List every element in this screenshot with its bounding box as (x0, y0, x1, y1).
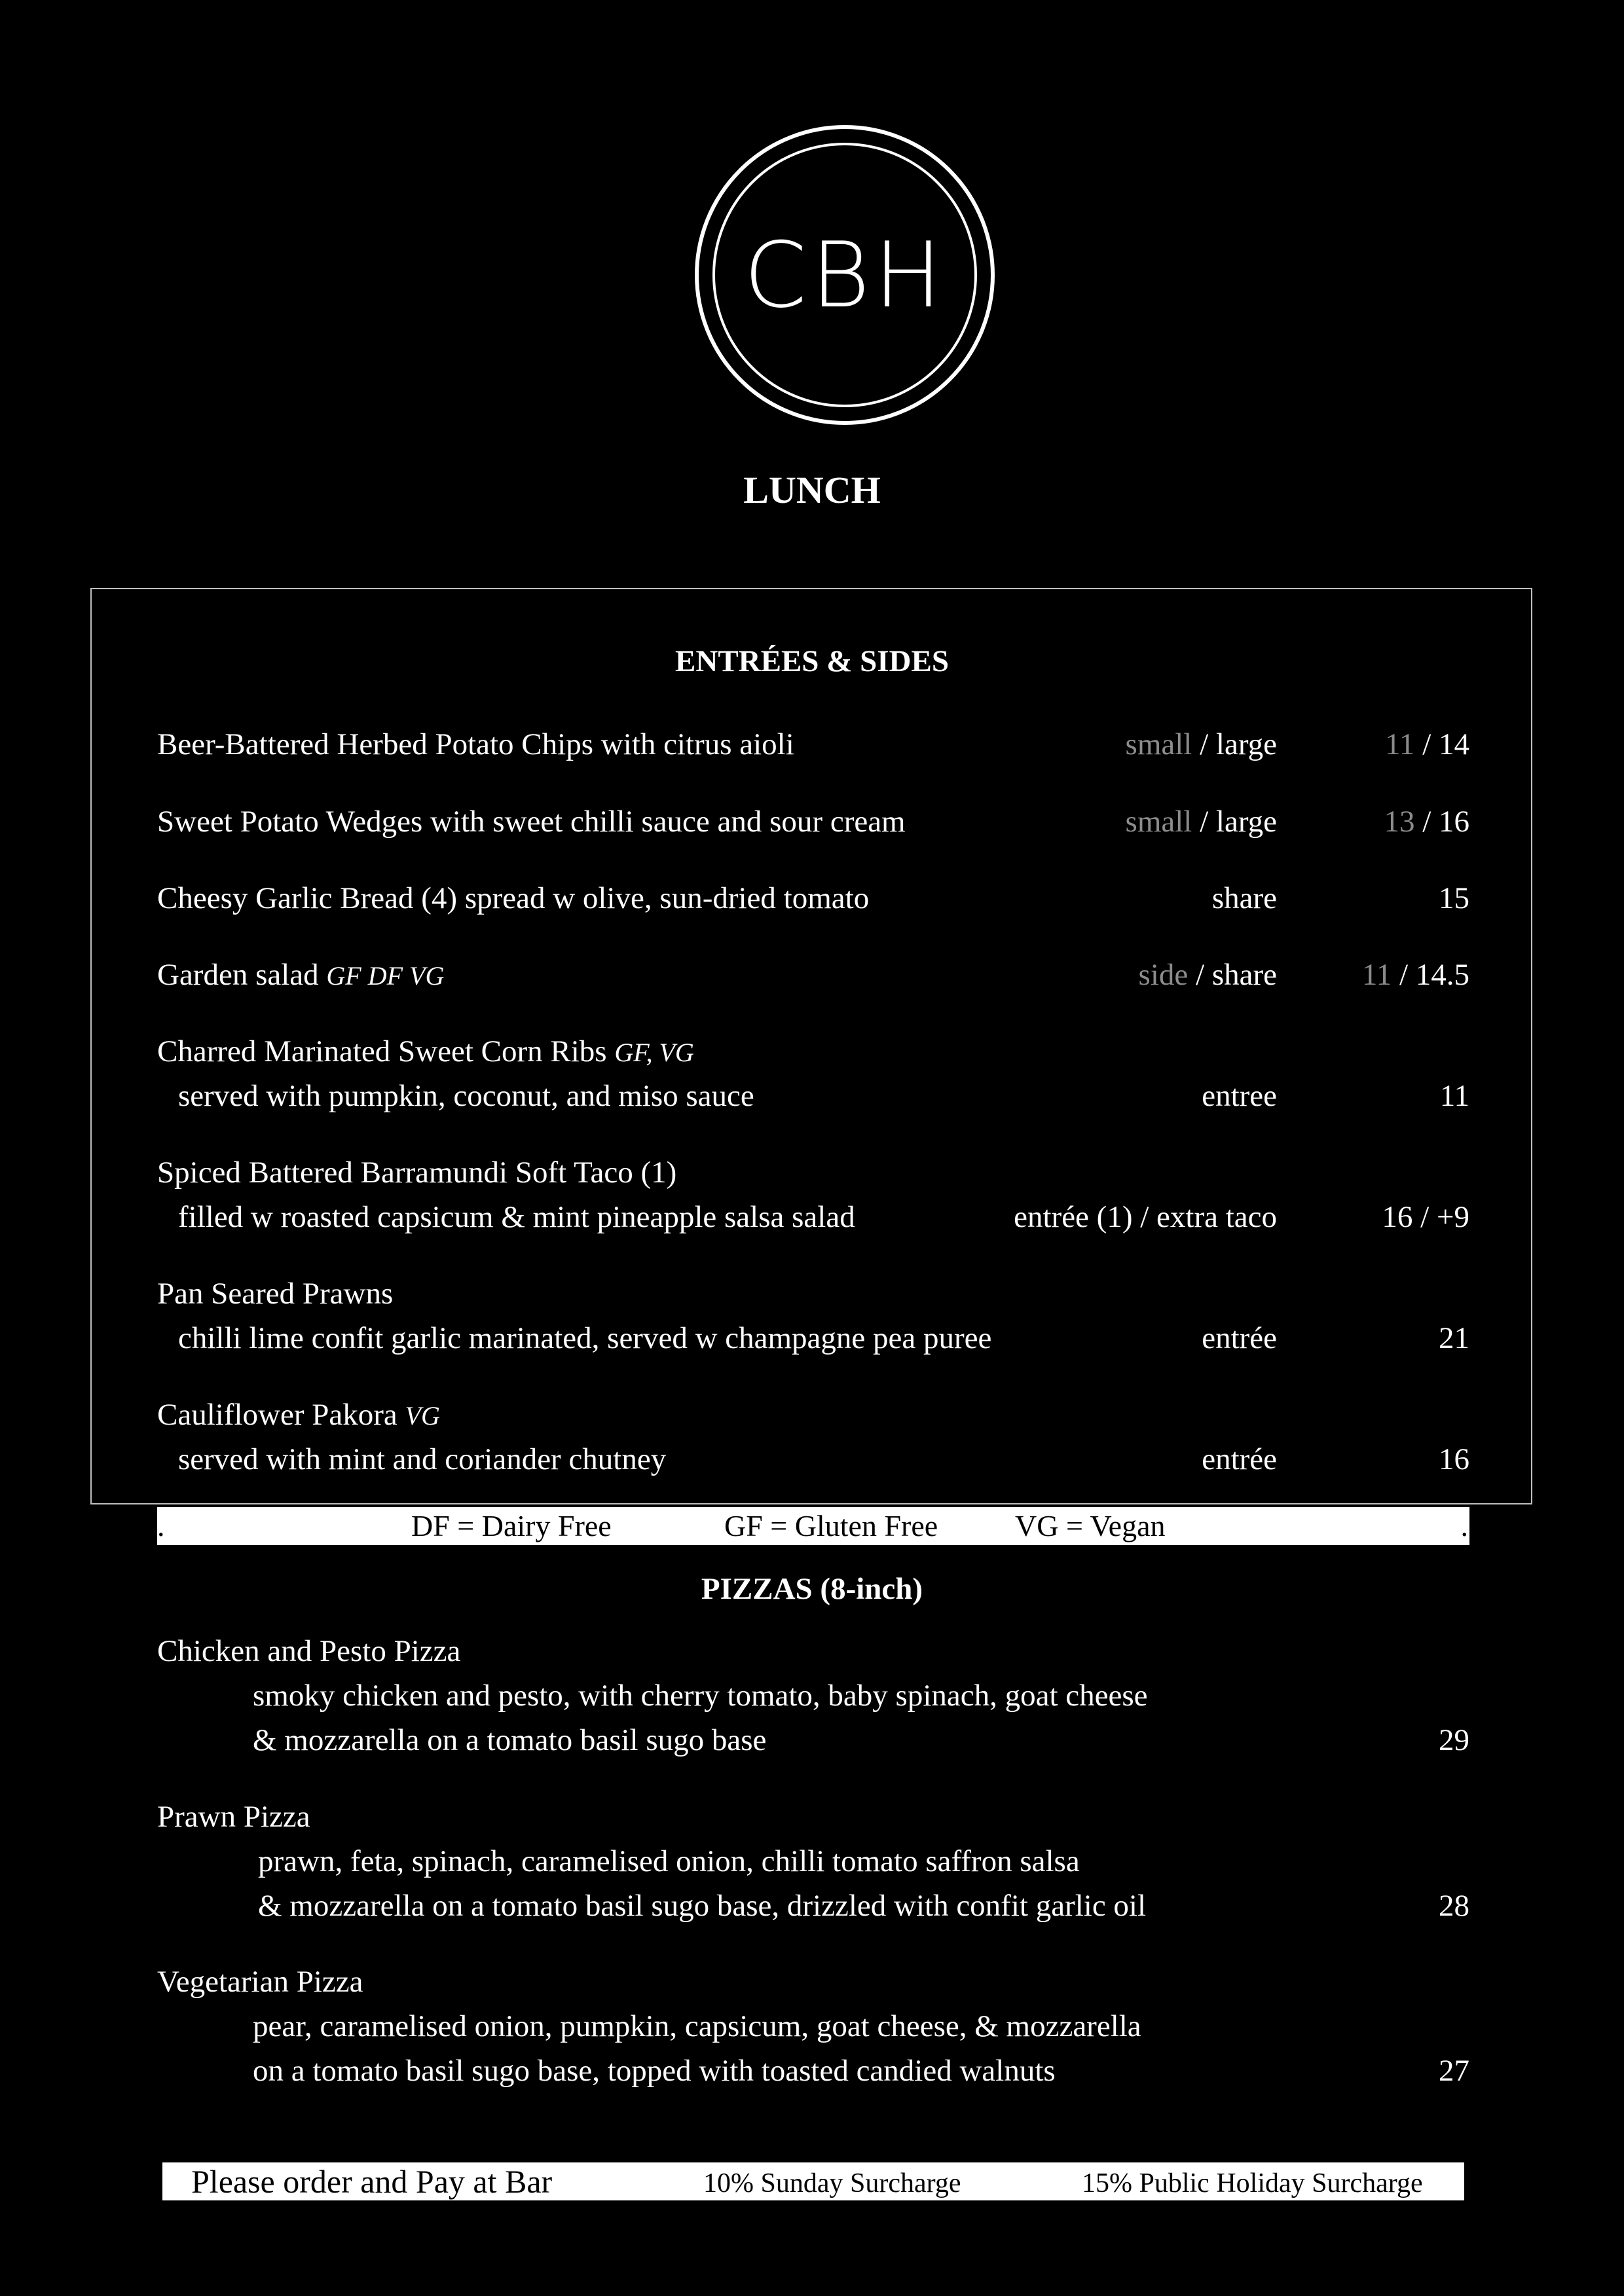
item-name: Sweet Potato Wedges with sweet chilli sauce and sour cream (157, 805, 906, 839)
item-size: share (1211, 881, 1277, 915)
item-price: 21 (1439, 1321, 1469, 1355)
pizza-description: & mozzarella on a tomato basil sugo base (253, 1723, 767, 1757)
legend-gf: GF = Gluten Free (724, 1509, 938, 1542)
item-name: Cheesy Garlic Bread (4) spread w olive, sun-dried tomato (157, 881, 870, 915)
holiday-surcharge-note: 15% Public Holiday Surcharge (1082, 2168, 1423, 2198)
pizza-description: smoky chicken and pesto, with cherry tomato, baby spinach, goat cheese (253, 1679, 1148, 1713)
item-description: served with pumpkin, coconut, and miso sauce (178, 1079, 754, 1113)
logo-text: CBH (743, 223, 946, 328)
item-name: Spiced Battered Barramundi Soft Taco (1) (157, 1156, 677, 1190)
item-description: chilli lime confit garlic marinated, served w champagne pea puree (178, 1321, 992, 1355)
legend-dot-right: . (1460, 1509, 1468, 1542)
dietary-legend (157, 1507, 1469, 1545)
item-description: served with mint and coriander chutney (178, 1442, 667, 1476)
item-size: small / large (1125, 805, 1277, 839)
item-price: 16 / +9 (1382, 1200, 1469, 1234)
item-description: filled w roasted capsicum & mint pineapple salsa salad (178, 1200, 855, 1234)
pizzas-heading: PIZZAS (8-inch) (701, 1572, 923, 1606)
cbh-logo (694, 124, 995, 426)
pizza-description: prawn, feta, spinach, caramelised onion, chilli tomato saffron salsa (258, 1844, 1080, 1878)
item-size: side / share (1138, 958, 1277, 992)
item-size: entree (1202, 1079, 1277, 1113)
item-size: entrée (1202, 1442, 1277, 1476)
item-name: Pan Seared Prawns (157, 1277, 394, 1311)
legend-df: DF = Dairy Free (411, 1509, 612, 1542)
order-at-bar-note: Please order and Pay at Bar (191, 2163, 553, 2200)
item-size: entrée (1) / extra taco (1014, 1200, 1277, 1234)
pizza-name: Prawn Pizza (157, 1800, 310, 1834)
item-size: entrée (1202, 1321, 1277, 1355)
item-price: 11 (1439, 1079, 1469, 1113)
pizza-price: 28 (1439, 1889, 1469, 1923)
order-info-bar (162, 2162, 1464, 2200)
item-price: 11 / 14 (1385, 727, 1469, 761)
diet-tags: GF DF VG (326, 961, 445, 991)
item-name: Charred Marinated Sweet Corn Ribs GF, VG (157, 1034, 694, 1068)
item-price: 13 / 16 (1384, 805, 1469, 839)
item-name: Beer-Battered Herbed Potato Chips with citrus aioli (157, 727, 794, 761)
sunday-surcharge-note: 10% Sunday Surcharge (703, 2168, 961, 2198)
legend-dot-left: . (157, 1509, 165, 1542)
legend-vg: VG = Vegan (1015, 1509, 1166, 1542)
item-price: 16 (1439, 1442, 1469, 1476)
item-price: 15 (1439, 881, 1469, 915)
item-price: 11 / 14.5 (1361, 958, 1469, 992)
diet-tags: VG (405, 1401, 440, 1430)
pizza-price: 27 (1439, 2054, 1469, 2088)
menu-title: LUNCH (743, 469, 881, 511)
diet-tags: GF, VG (614, 1038, 694, 1067)
entrees-heading: ENTRÉES & SIDES (675, 644, 949, 678)
pizza-description: on a tomato basil sugo base, topped with toasted candied walnuts (253, 2054, 1056, 2088)
item-name: Cauliflower Pakora VG (157, 1398, 440, 1432)
pizza-name: Vegetarian Pizza (157, 1965, 363, 1999)
item-size: small / large (1125, 727, 1277, 761)
pizza-name: Chicken and Pesto Pizza (157, 1634, 461, 1668)
item-name: Garden salad GF DF VG (157, 958, 445, 992)
pizza-description: & mozzarella on a tomato basil sugo base, drizzled with confit garlic oil (258, 1889, 1147, 1923)
pizza-description: pear, caramelised onion, pumpkin, capsicum, goat cheese, & mozzarella (253, 2009, 1141, 2043)
pizza-price: 29 (1439, 1723, 1469, 1757)
